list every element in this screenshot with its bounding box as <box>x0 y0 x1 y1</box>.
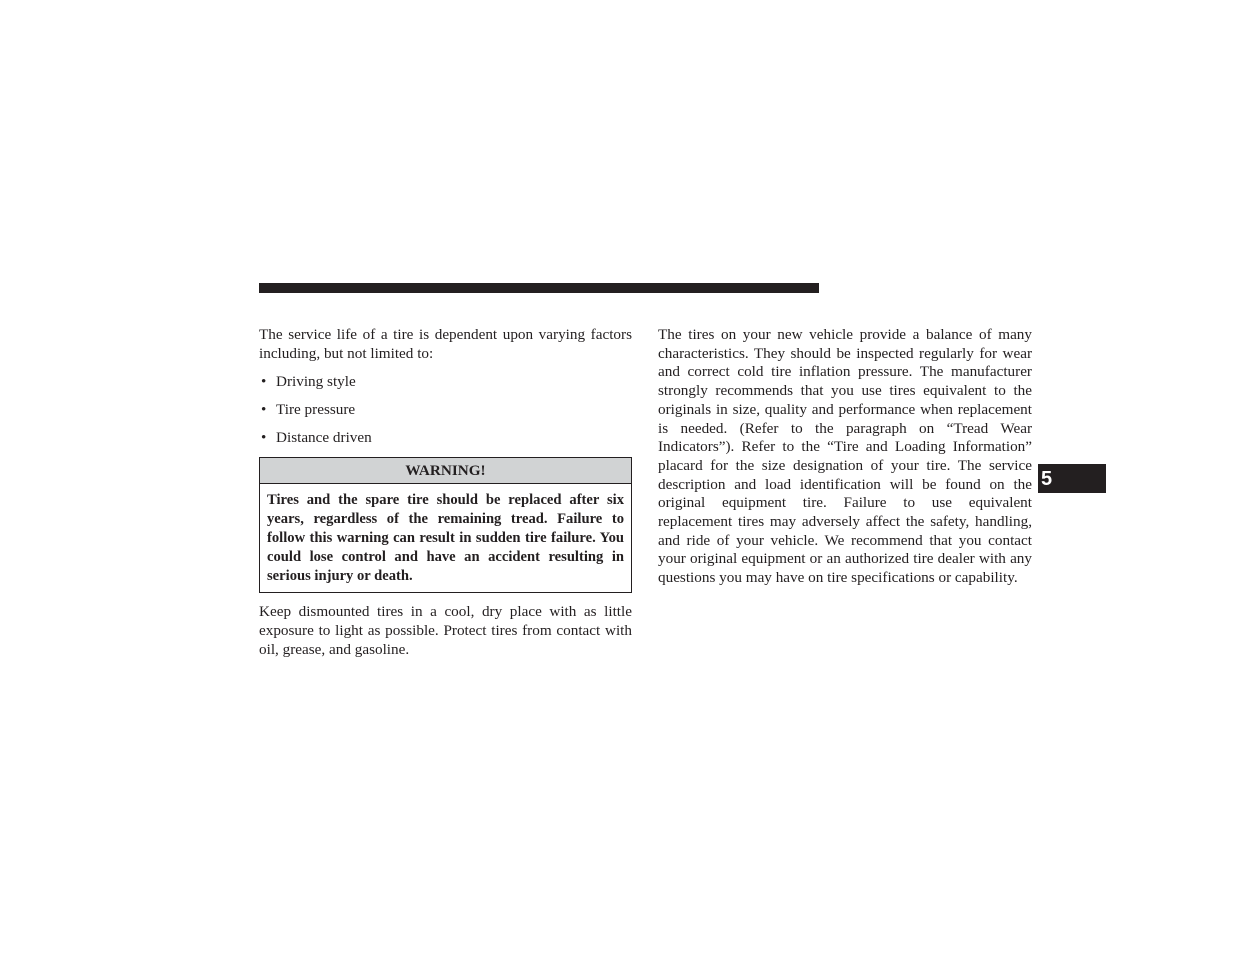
storage-paragraph: Keep dismounted tires in a cool, dry place with as little exposure to light as possible. Protect tires from contact with oil, grease, and gasoline. <box>259 603 632 658</box>
warning-box <box>259 457 632 593</box>
list-item <box>259 373 632 392</box>
warning-body: Tires and the spare tire should be replaced after six years, regardless of the remaining tread. Failure to follow this warning can result in sudden tire failure. You could lose control and have an accident resulting in serious injury or death. <box>267 492 624 584</box>
right-column <box>658 326 1032 588</box>
list-item <box>259 429 632 448</box>
list-item-label: Tire pressure <box>276 401 356 419</box>
section-header-rule <box>259 283 819 293</box>
bullet-icon: • <box>261 401 267 419</box>
warning-title: WARNING! <box>260 458 631 484</box>
intro-paragraph: The service life of a tire is dependent upon varying factors including, but not limited to: <box>259 326 632 362</box>
factors-list <box>259 373 632 448</box>
tire-info-paragraph: The tires on your new vehicle provide a balance of many characteristics. They should be inspected regularly for wear and correct cold tire inflation pressure. The manufacturer strongly recommends that you use tires equivalent to the originals in size, quality and performance when replacement is needed. (Refer to the paragraph on “Tread Wear Indicators”). Refer to the “Tire and Loading Information” placard for the size designation of your tire. The service description and load identification will be found on the original equipment tire. Failure to use equivalent replacement tires may adversely affect the safety, handling, and ride of your vehicle. We recommend that you contact your original equipment or an authorized tire dealer with any questions you may have on tire specifications or capability. <box>658 326 1032 587</box>
chapter-number: 5 <box>1041 468 1053 490</box>
list-item-label: Driving style <box>276 373 356 391</box>
left-column <box>259 326 632 660</box>
chapter-tab <box>1038 464 1106 493</box>
bullet-icon: • <box>261 373 267 391</box>
list-item <box>259 401 632 420</box>
bullet-icon: • <box>261 429 267 447</box>
list-item-label: Distance driven <box>276 429 372 447</box>
